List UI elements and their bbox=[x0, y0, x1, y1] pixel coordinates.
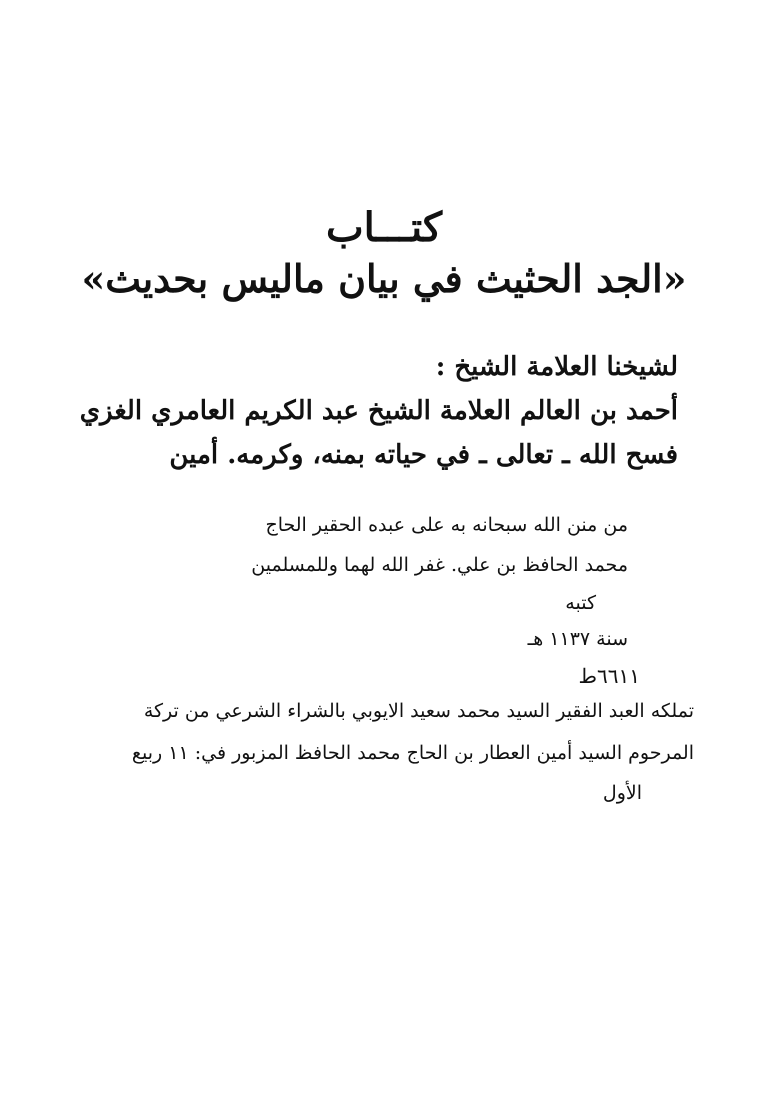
colophon-line: من منن الله سبحانه به على عبده الحقير الحاج bbox=[265, 514, 628, 536]
book-label: كتـــاب bbox=[325, 204, 443, 251]
colophon-date: سنة ١١٣٧ هـ bbox=[527, 628, 628, 650]
colophon-line: محمد الحافظ بن علي. غفر الله لهما وللمسلمين bbox=[251, 554, 628, 576]
book-title: «الجد الحثيث في بيان ماليس بحديث» bbox=[81, 256, 687, 301]
author-name: أحمد بن العالم العلامة الشيخ عبد الكريم العامري الغزي bbox=[79, 396, 678, 426]
ownership-note-line: المرحوم السيد أمين العطار بن الحاج محمد الحافظ المزبور في: ١١ ربيع bbox=[131, 742, 694, 764]
author-prayer: فسح الله ـ تعالى ـ في حياته بمنه، وكرمه. أمين bbox=[169, 440, 678, 470]
colophon-line: كتبه bbox=[565, 592, 596, 614]
ownership-note-line: تملكه العبد الفقير السيد محمد سعيد الايوبي بالشراء الشرعي من تركة bbox=[143, 700, 694, 722]
ownership-note-line: الأول bbox=[602, 782, 642, 804]
author-label: لشيخنا العلامة الشيخ : bbox=[435, 352, 678, 382]
manuscript-number: ٦٦١١ط bbox=[578, 664, 640, 688]
